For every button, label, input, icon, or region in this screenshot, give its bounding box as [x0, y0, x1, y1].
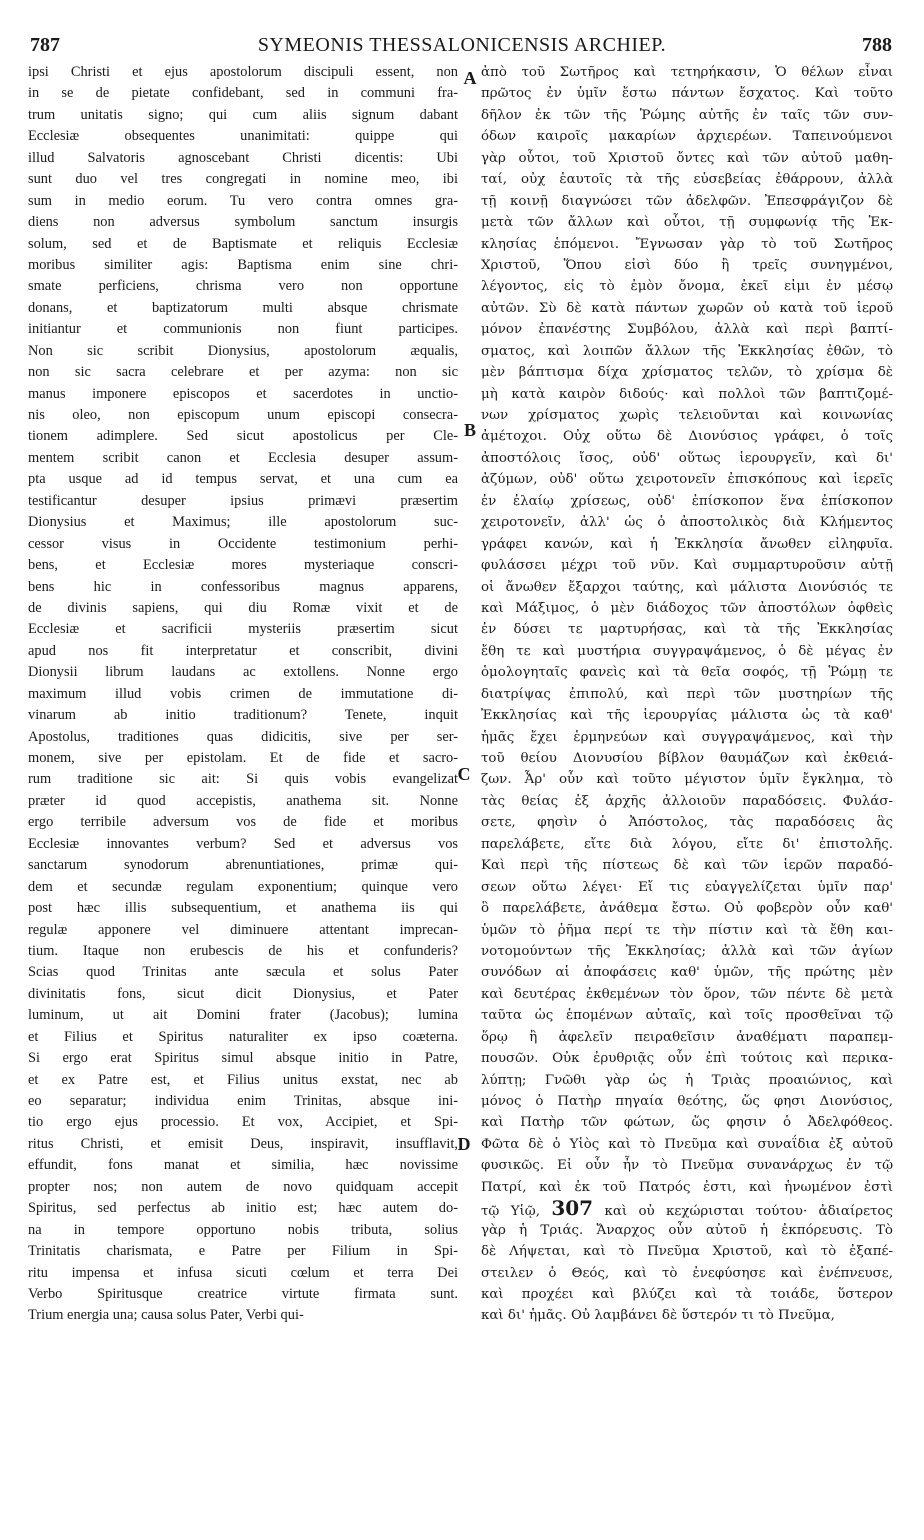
text-line: καὶ δι' ἡμᾶς. Οὐ λαμβάνει δὲ ὕστερόν τι τὸ Πνεῦμα, [481, 1308, 835, 1324]
text-line: Καὶ περὶ τῆς πίστεως δὲ καὶ τῶν ἱερῶν παραδό- [481, 858, 893, 874]
text-line-tail: καὶ οὐ κεχώρισται τούτου· ἀδιαίρετος [604, 1204, 893, 1220]
text-line: propter nos; non autem de novo quidquam accepit [28, 1178, 458, 1195]
text-line: Ecclesiæ et sacrificii mysteriis præsertim sicut [28, 621, 458, 638]
text-line: μὴ κατὰ καιρὸν διδούς· καὶ πολλοὶ τῶν βαπτιζομέ- [481, 386, 893, 402]
text-line: ταί, οὐχ ἑαυτοῖς τὰ τῆς εὐσεβείας ἐθάρρουν, ἀλλὰ [481, 172, 893, 188]
text-line: Trinitatis charismata, e Patre per Filium in Spi- [28, 1243, 458, 1260]
text-line: καὶ Μάξιμος, ὁ μὲν διάδοχος τῶν ἀποστόλων ὀφθεὶς [481, 600, 893, 616]
text-line: δῆλον ἐκ τῶν τῆς Ῥώμης αὐτῆς ἐν ταῖς τῶν συν- [481, 107, 893, 123]
page-header [20, 30, 904, 60]
text-line: καὶ δευτέρας ἐκθεμένων τὸν ὅρον, τῶν πέντε δὲ μετὰ [481, 986, 893, 1002]
text-line: τῇ κοινῇ διαγνώσει τῶν ἀδελφῶν. Ἐπεσφράγιζον δὲ [481, 193, 893, 209]
text-line: ὁμολογηταῖς φανεὶς καὶ τὰ θεῖα σοφός, τῇ Ῥώμῃ τε [481, 665, 893, 681]
text-line: οἱ ἄνωθεν ἔξαρχοι ταύτης, καὶ μάλιστα Διονύσιός τε [481, 579, 893, 595]
text-line: diens non adversus symbolum sanctum insurgis [28, 214, 458, 231]
page-number-left: 787 [30, 34, 60, 56]
text-line: bens, et Ecclesiæ mores mysteriaque conscri- [28, 557, 458, 574]
margin-marker-b: B [463, 420, 476, 440]
text-line: non sic sacra celebrare et per azyma: non sic [28, 364, 458, 381]
text-line: manus imponere episcopos et sacerdotes in unctio- [28, 385, 458, 402]
text-line: ἀμέτοχοι. Οὐχ οὕτω δὲ Διονύσιος γράφει, ὁ τοῖς [481, 429, 893, 445]
text-line: sunt duo vel tres congregati in nomine meo, ibi [28, 171, 458, 188]
margin-marker-a: A [463, 68, 477, 88]
text-line: κλησίας ἑπόμενοι. Ἔγνωσαν γὰρ τὸ τοῦ Σωτῆρος [481, 236, 893, 252]
text-line: apud nos fit interpretatur et conscribit, divini [28, 642, 458, 659]
text-line: donans, et baptizatorum multi absque chrismate [28, 299, 458, 316]
text-line: Scias quod Trinitas ante sæcula et solus Pater [28, 964, 458, 981]
text-line: mentem scribit canon et Ecclesia desuper assum- [28, 449, 458, 466]
text-line: ritu impensa et infusa sicuti cœlum et terra Dei [28, 1264, 458, 1281]
text-line: regulæ apponere vel diminuere attentant imprecan- [28, 921, 458, 938]
running-title: SYMEONIS THESSALONICENSIS ARCHIEP. [257, 34, 667, 56]
text-line: γράφει κανών, καὶ ἡ Ἐκκλησία ἄνωθεν εἰληφυῖα. [481, 536, 893, 552]
text-line: καὶ προχέει καὶ βλύζει καὶ τὰ τοιάδε, ὕστερον [481, 1286, 893, 1302]
text-line: χειροτονεῖν, ἀλλ' ὡς ὁ ἀποστολικὸς διὰ Κλήμεντος [481, 515, 893, 531]
text-line: ὅρῳ ἢ ἀφελεῖν πειραθεῖσιν ἀναθέματι παραπεμ- [481, 1029, 893, 1045]
text-line: ἐν ἐλαίῳ χρίσεως, οὐδ' ἐπίσκοπον ἕνα ἐπίσκοπον [481, 493, 893, 509]
text-line: bens hic in confessoribus magnus apparens, [28, 578, 458, 595]
text-line: de divinis sapiens, qui diu Romæ vixit et de [28, 599, 458, 616]
column-number: 307 [551, 1198, 594, 1220]
text-line: ἔθη τε καὶ μυστήρια συγγραψάμενος, ὁ δὲ μέγας ἐν [481, 643, 893, 659]
text-line: Φῶτα δὲ ὁ Υἱὸς καὶ τὸ Πνεῦμα καὶ συναΐδια ἐξ αὐτοῦ [481, 1136, 893, 1152]
text-line: smate perficiens, chrisma vero non opportune [28, 278, 458, 295]
text-line: testificantur desuper ipsius primævi præsertim [28, 492, 458, 509]
text-line: μετὰ τῶν ἄλλων καὶ οὗτοι, τῇ συμφωνίᾳ τῆς Ἐκ- [481, 215, 893, 231]
text-line: tio ergo ejus processio. Et vox, Accipiet, et Spi- [28, 1114, 458, 1131]
greek-column [481, 62, 893, 1327]
text-line: Ἐκκλησίας καὶ τῆς ἱερουργίας μάλιστα ὡς τὰ καθ' [481, 708, 893, 724]
text-line: post hæc illis subsequentium, et anathema iis qui [28, 900, 458, 917]
text-line: τὰς θείας ἐξ ἀρχῆς ἀλλοιοῦν παραδόσεις. Φυλάσ- [481, 793, 893, 809]
page-number-right: 788 [862, 34, 892, 56]
text-line: Ecclesiæ obsequentes unanimitati: quippe qui [28, 128, 458, 145]
text-line: nis oleo, non episcopum unum episcopi consecra- [28, 407, 458, 423]
text-line: ἀποστόλοις ἴσος, οὐδ' οὕτως ἱερουργεῖν, καὶ δι' [481, 450, 893, 466]
text-line: divinitatis fons, sicut dicit Dionysius, et Pater [28, 985, 458, 1002]
text-line: Dionysii librum laudans ac extollens. Nonne ergo [28, 664, 458, 681]
text-line: ὃ παρελάβετε, ἀνάθεμα ἔστω. Οὐ φοβερὸν οὖν καθ' [481, 901, 893, 917]
text-line: moribus similiter agis: Baptisma enim sine chri- [28, 256, 458, 273]
text-line: σματος, καὶ λοιπῶν ἄλλων τῆς Ἐκκλησίας ἐθῶν, τὸ [481, 343, 893, 359]
text-line: rum traditione sic ait: Si quis vobis evangelizat [28, 771, 458, 788]
text-line: μὲν βάπτισμα δίχα χρίσματος τελῶν, τὸ χρίσμα δὲ [481, 365, 893, 381]
text-line: Dionysius et Maximus; ille apostolorum suc- [28, 514, 458, 531]
text-line: πρῶτος ἐν ὑμῖν ἔστω πάντων ἔσχατος. Καὶ τοῦτο [481, 86, 893, 102]
text-line: præter id quod accepistis, anathema sit. Nonne [28, 792, 458, 809]
text-line: tionem adimplere. Sed sicut apostolicus per Cle- [28, 428, 458, 445]
text-line: διατρίψας ἐπιπολύ, καὶ περὶ τῶν μυστηρίων τῆς [481, 686, 893, 702]
text-line: γὰρ ἡ Τριάς. Ἄναρχος οὖν αὐτοῦ ἡ ἐκπόρευσις. Τὸ [481, 1222, 893, 1238]
text-line: Trium energia una; causa solus Pater, Verbi qui- [28, 1307, 304, 1324]
text-line: γὰρ οὗτοι, τοῦ Χριστοῦ ὄντες καὶ τῶν αὐτοῦ μαθη- [481, 150, 893, 166]
text-line: σετε, φησὶν ὁ Ἀπόστολος, τὰς παραδόσεις ἃς [481, 815, 893, 831]
text-line: Si ergo erat Spiritus simul absque initio in Patre, [28, 1050, 458, 1067]
text-line: cessor visus in Occidente testimonium perhi- [28, 535, 458, 552]
text-line: Χριστοῦ, Ὅπου εἰσὶ δύο ἢ τρεῖς συνηγμένοι, [481, 257, 893, 273]
text-line: ἀζύμων, οὐδ' οὕτω χειροτονεῖν ἐπισκόπους καὶ ἱερεῖς [481, 472, 893, 488]
text-line: μόνος ὁ Πατὴρ πηγαία θεότης, ὥς φησι Διονύσιος, [481, 1094, 893, 1109]
text-line: sanctarum synodorum abrenuntiationes, primæ qui- [28, 857, 458, 874]
text-line: tium. Itaque non erubescis de his et confunderis? [28, 942, 458, 959]
text-line-head: τῷ Υἱῷ, [481, 1204, 552, 1220]
text-line: ἀπὸ τοῦ Σωτῆρος καὶ τετηρήκασιν, Ὁ θέλων εἶναι [481, 65, 893, 80]
text-line: et Filius et Spiritus naturaliter ex ipso coæterna. [28, 1028, 458, 1045]
text-line: όδων καιροῖς μακαρίων ἀρχιερέων. Ταπεινούμενοι [481, 129, 893, 145]
text-line: φυλάσσει μέχρι τοῦ νῦν. Καὶ συμμαρτυροῦσιν αὐτῇ [481, 558, 893, 574]
text-line: αὐτῶν. Σὺ δὲ κατὰ πάντων χωρῶν οὐ κατὰ τοῦ ἱεροῦ [481, 300, 893, 316]
text-line: φυσικῶς. Εἰ οὖν ἦν τὸ Πνεῦμα συνανάρχως ἐν τῷ [481, 1158, 893, 1174]
margin-marker-d: D [457, 1134, 471, 1154]
text-line: monem, sive per epistolam. Et de fide et sacro- [28, 750, 458, 766]
text-line: νοτομούντων τῆς Ἐκκλησίας; ἀλλὰ καὶ τῶν ἁγίων [481, 943, 893, 959]
text-line: ζων. Ἆρ' οὖν καὶ τοῦτο μέγιστον ὑμῖν ἔγκλημα, τὸ [481, 772, 893, 788]
text-line: καὶ Πατὴρ τῶν φώτων, ὥς φησιν ὁ Ἀδελφόθεος. [481, 1115, 893, 1131]
text-line: σεων οὕτω λέγει· Εἴ τις εὐαγγελίζεται ὑμῖν παρ' [481, 879, 893, 895]
text-line: trum unitatis signo; qui cum aliis signum dabant [28, 106, 458, 123]
text-line: eo separatur; individua enim Trinitas, absque ini- [28, 1093, 458, 1109]
text-line: ritus Christi, et emisit Deus, inspiravit, insufflavit, [28, 1135, 458, 1152]
text-line: in se de pietate confidebant, sed in communi fra- [28, 85, 458, 102]
text-line: luminum, ut ait Domini frater (Jacobus); lumina [28, 1007, 458, 1024]
text-line: initiantur et communionis non fiunt participes. [28, 321, 458, 338]
text-line: νων χρίσματος χωρὶς τελειοῦνται καὶ κοινωνίας [481, 408, 893, 423]
text-line: effundit, fons manat et similia, hæc novissime [28, 1157, 458, 1174]
text-line: Verbo Spiritusque creatrice virtute firmata sunt. [28, 1285, 458, 1302]
text-line: maximum illud vobis crimen de immutatione di- [28, 685, 458, 702]
text-line: ἐν δύσει τε μαρτυρήσας, καὶ τὰ τῆς Ἐκκλησίας [481, 622, 893, 638]
text-line: ἡμᾶς ἔχει ἑρμηνεύων καὶ συγγραψάμενος, καὶ τὴν [481, 729, 893, 745]
text-line: πουσῶν. Οὐκ ἐρυθριᾷς οὖν ἐπὶ τούτοις καὶ περικα- [481, 1051, 893, 1067]
text-line: Ecclesiæ innovantes verbum? Sed et adversus vos [28, 835, 458, 852]
text-line: μόνον ἐπανέστης Συμβόλου, ἀλλὰ καὶ περὶ βαπτί- [481, 322, 893, 338]
text-line: sum in medio eorum. Tu vero contra omnes gra- [28, 192, 458, 209]
text-line: παρελάβετε, εἴτε διὰ λόγου, εἴτε δι' ἐπιστολῆς. [481, 836, 893, 852]
text-line: λύπτῃ; Γνῶθι γὰρ ὡς ἡ Τριὰς προαιώνιος, καὶ [481, 1072, 893, 1088]
margin-marker-c: C [457, 764, 471, 784]
text-line: pta usque ad id tempus servat, et una cum ea [28, 471, 458, 488]
text-line: λέγοντος, εἰς τὸ ἐμὸν ὄνομα, ἐκεῖ εἰμι ἐν μέσῳ [481, 279, 893, 295]
text-line: δὲ Λήψεται, καὶ τὸ Πνεῦμα Χριστοῦ, καὶ τὸ ἐξαπέ- [481, 1244, 893, 1260]
text-line: Spiritus, sed perfectus ab initio est; hæc autem do- [28, 1200, 458, 1217]
text-line: illud Salvatoris agnoscebant Christi dicentis: Ubi [28, 149, 458, 166]
text-line: τοῦ θείου Διονυσίου βίβλον θαυμάζων καὶ ἐκθειά- [481, 751, 893, 766]
text-line [481, 1198, 893, 1219]
text-line: ergo terribile adversum vos de fide et moribus [28, 814, 458, 831]
text-line: solum, sed et de Baptismate et reliquis Ecclesiæ [28, 235, 458, 252]
text-line: dem et secundæ regulam exponentium; quinque vero [28, 878, 458, 895]
text-line: Πατρί, καὶ ἐκ τοῦ Πατρός ἐστι, καὶ ἡνωμένον ἐστὶ [481, 1179, 893, 1195]
latin-column [28, 62, 458, 1327]
text-line: et ex Patre est, et Filius unitus exstat, nec ab [28, 1071, 458, 1088]
text-line: στειλεν ὁ Θεός, καὶ τὸ ἐνεφύσησε καὶ ἐνέπνευσε, [481, 1265, 893, 1281]
text-line: Apostolus, traditiones quas didicitis, sive per ser- [28, 728, 458, 745]
text-line: vinarum ab initio traditionum? Tenete, inquit [28, 707, 458, 724]
text-line: ταῦτα ὡς ἑπομένων αὐταῖς, καὶ τοῖς προσθεῖναι τῷ [481, 1008, 893, 1024]
text-line: ipsi Christi et ejus apostolorum discipuli essent, non [28, 64, 458, 80]
text-line: συνόδων αἱ ἀποφάσεις καθ' ὑμῶν, τῆς πρώτης μὲν [481, 965, 893, 981]
text-line: ὑμῶν τὸ ῥῆμα περί τε τὴν πίστιν καὶ τὰ ἔθη και- [481, 922, 893, 938]
text-line: Non sic scribit Dionysius, apostolorum æqualis, [28, 342, 458, 359]
text-line: na in tempore opportuno nobis tributa, solius [28, 1221, 458, 1238]
